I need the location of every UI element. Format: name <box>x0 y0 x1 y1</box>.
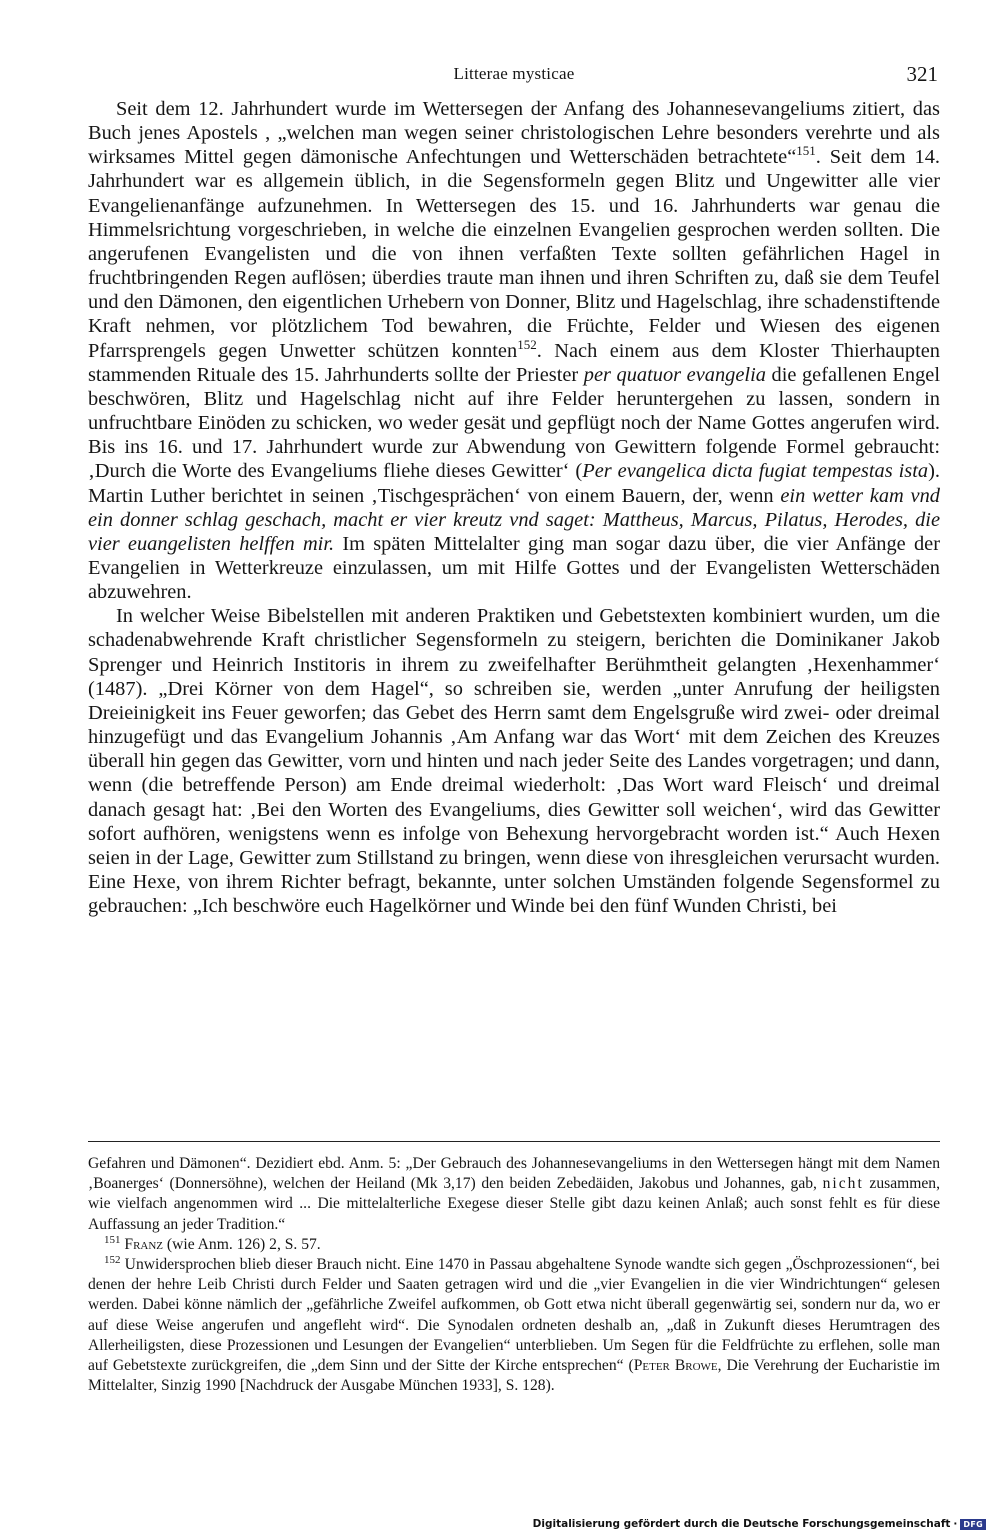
text-run: ). Martin Luther berichtet in seinen ‚Tischgesprächen‘ von einem Bauern, der, wenn <box>88 460 940 507</box>
footnote-number: 151 <box>104 1233 121 1246</box>
text-run: Seit dem 12. Jahrhundert wurde im Wettersegen der Anfang des Johannesevangeliums zitiert, das Buch jenes Apostels , „welchen man wegen seiner christologischen Lehre besonders verehrte und als wirksames Mittel gegen dämonische Anfechtungen und Wetterschäden betrachtete“ <box>88 98 940 169</box>
footnote-ref-151[interactable]: 151 <box>796 143 816 159</box>
footnote-ref-152[interactable]: 152 <box>517 336 537 352</box>
digitization-credit <box>533 1518 986 1530</box>
text-run: Gefahren und Dämonen“. Dezidiert ebd. Anm. 5: „Der Gebrauch des Johannesevangeliums in den Wettersegen hängt mit dem Namen ‚Boanerges‘ (Donnersöhne), welchen der Heiland (Mk 3,17) den beiden Zebedäiden, Jakobus und Johannes, gab, <box>88 1155 940 1193</box>
footnote-divider <box>88 1141 940 1142</box>
text-run: . Seit dem 14. Jahrhundert war es allgemein üblich, in die Segensformeln gegen Blitz und Ungewitter alle vier Evangelienanfänge aufzunehmen. In Wettersegen des 15. und 16. Jahrhunderts war genau die Himmelsrichtung vorgeschrieben, in welche die einzelnen Evangelien gesprochen werden sollten. Die angerufenen Evangelisten und die von ihnen verfaßten Texte sollten gefährlichen Hagel in fruchtbringenden Regen auflösen; überdies traute man ihnen und ihren Schriften zu, daß sie dem Teufel und den Dämonen, den eigentlichen Urhebern von Donner, Blitz und Hagelschlag, ihre schadenstiftende Kraft nehmen, vor plötzlichem Tod bewahren, die Früchte, Felder und Wiesen des eigenen Pfarrsprengels gegen Unwetter schützen konnten <box>88 146 940 362</box>
latin-phrase: Per evangelica dicta fugiat tempestas ista <box>582 460 929 483</box>
footnote-152 <box>88 1255 940 1396</box>
running-head <box>88 60 940 90</box>
separator-dot: · <box>953 1518 958 1530</box>
footnote-continuation <box>88 1154 940 1235</box>
dfg-logo: DFG <box>960 1519 986 1530</box>
luther-quote: ein wetter kam vnd ein donner schlag geschach, macht er vier kreutz vnd saget: Mattheus, Marcus, Pilatus, Herodes, die vier euangelisten helffen mir. <box>88 484 940 555</box>
text-run: (wie Anm. 126) 2, S. 57. <box>163 1235 321 1253</box>
paragraph-2: In welcher Weise Bibelstellen mit anderen Praktiken und Gebetstexten kombiniert wurden, um die schadenabwehrende Kraft christlicher Segensformeln zu steigern, berichten die Dominikaner Jakob Sprenger und Heinrich Institoris in ihrem zu zweifelhafter Berühmtheit gelangten ‚Hexenhammer‘ (1487). „Drei Körner von dem Hagel“, so schreiben sie, werden „unter Anrufung der heiligsten Dreieinigkeit ins Feuer geworfen; das Gebet des Herrn samt dem Engelsgruße wird zwei- oder dreimal hinzugefügt und das Evangelium Johannis ‚Am Anfang war das Wort‘ mit dem Zeichen des Kreuzes überall hin gegen das Gewitter, vorn und hinten und nach jeder Seite des Landes vorgetragen; und dann, wenn (die betreffende Person) am Ende dreimal wiederholt: ‚Das Wort ward Fleisch‘ und dreimal danach gesagt hat: ‚Bei den Worten des Evangeliums, dies Gewitter soll weichen‘, wird das Gewitter sofort aufhören, wenigstens wenn es infolge von Behexung hervorgebracht worden ist.“ Auch Hexen seien in der Lage, Gewitter zum Stillstand zu bringen, wenn diese von ihresgleichen verursacht wurden. Eine Hexe, von ihrem Richter befragt, bekannte, unter solchen Umständen folgende Segensformel zu gebrauchen: „Ich beschwöre euch Hagelkörner und Winde bei den fünf Wunden Christi, bei <box>88 605 940 918</box>
footnote-number: 152 <box>104 1253 121 1266</box>
text-run: Im späten Mittelalter ging man sogar dazu über, die vier Anfänge der Evangelien in Wetterkreuze einzulassen, um mit Hilfe Gottes und der Evangelisten Wetterschäden abzuwehren. <box>88 532 941 604</box>
credit-text: Digitalisierung gefördert durch die Deutsche Forschungsgemeinschaft <box>532 1518 951 1530</box>
footnotes <box>88 1154 940 1396</box>
running-title: Litterae mysticae <box>453 64 575 83</box>
spaced-word: nicht <box>822 1175 864 1193</box>
text-run: , Die Verehrung der Eucharistie im Mittelalter, Sinzig 1990 [Nachdruck der Ausgabe München 1933], S. 128). <box>88 1357 940 1395</box>
main-text <box>88 97 940 918</box>
text-run: Unwidersprochen blieb dieser Brauch nicht. Eine 1470 in Passau abgehaltene Synode wandte sich gegen „Öschprozessionen“, bei denen der hehre Leib Christi durch Felder und Saaten getragen wird und die „vier Evangelien in die vier Windrichtungen“ gelesen werden. Dabei könne nämlich der „gefährliche Zweifel aufkommen, ob Gott etwa nicht überall gegenwärtig sei, sondern nur da, wo er auf diese Weise angerufen und angefleht wird“. Die Synodalen ordneten deshalb an, „daß in Zukunft dieses Herumtragen des Allerheiligsten, diese Prozessionen und Lesungen der Evangelien“ unterblieben. Um Segen für die Feldfrüchte zu erflehen, solle man auf Gebetstexte zurückgreifen, die „dem Sinn und der Sitte der Kirche entsprechen“ ( <box>88 1256 940 1375</box>
text-run: die gefallenen Engel beschwören, Blitz und Hagelschlag nicht auf ihre Felder heruntergehen zu lassen, sondern in unfruchtbare Einöden zu schicken, wo weder gesät und gepflügt noch der Name Gottes angerufen wird. Bis ins 16. und 17. Jahrhundert wurde zur Abwendung von Gewittern folgende Formel gebraucht: ‚Durch die Worte des Evangeliums fliehe dieses Gewitter‘ ( <box>88 363 940 483</box>
text-run: zusammen, wie vielfach angenommen wird ... Die mittelalterliche Exegese dieser Stelle gibt dazu keinen Anlaß; auch sonst fehlt es für diese Auffassung an jeder Tradition.“ <box>88 1175 940 1233</box>
page-number: 321 <box>906 62 938 86</box>
paragraph-1 <box>88 97 940 604</box>
latin-phrase: per quatuor evangelia <box>583 363 766 386</box>
author-name: Peter Browe <box>633 1357 718 1375</box>
author-name: Franz <box>124 1235 164 1253</box>
text-run: . Nach einem aus dem Kloster Thierhaupten stammenden Rituale des 15. Jahrhunderts sollte der Priester <box>88 339 941 386</box>
footnote-151 <box>88 1235 940 1255</box>
